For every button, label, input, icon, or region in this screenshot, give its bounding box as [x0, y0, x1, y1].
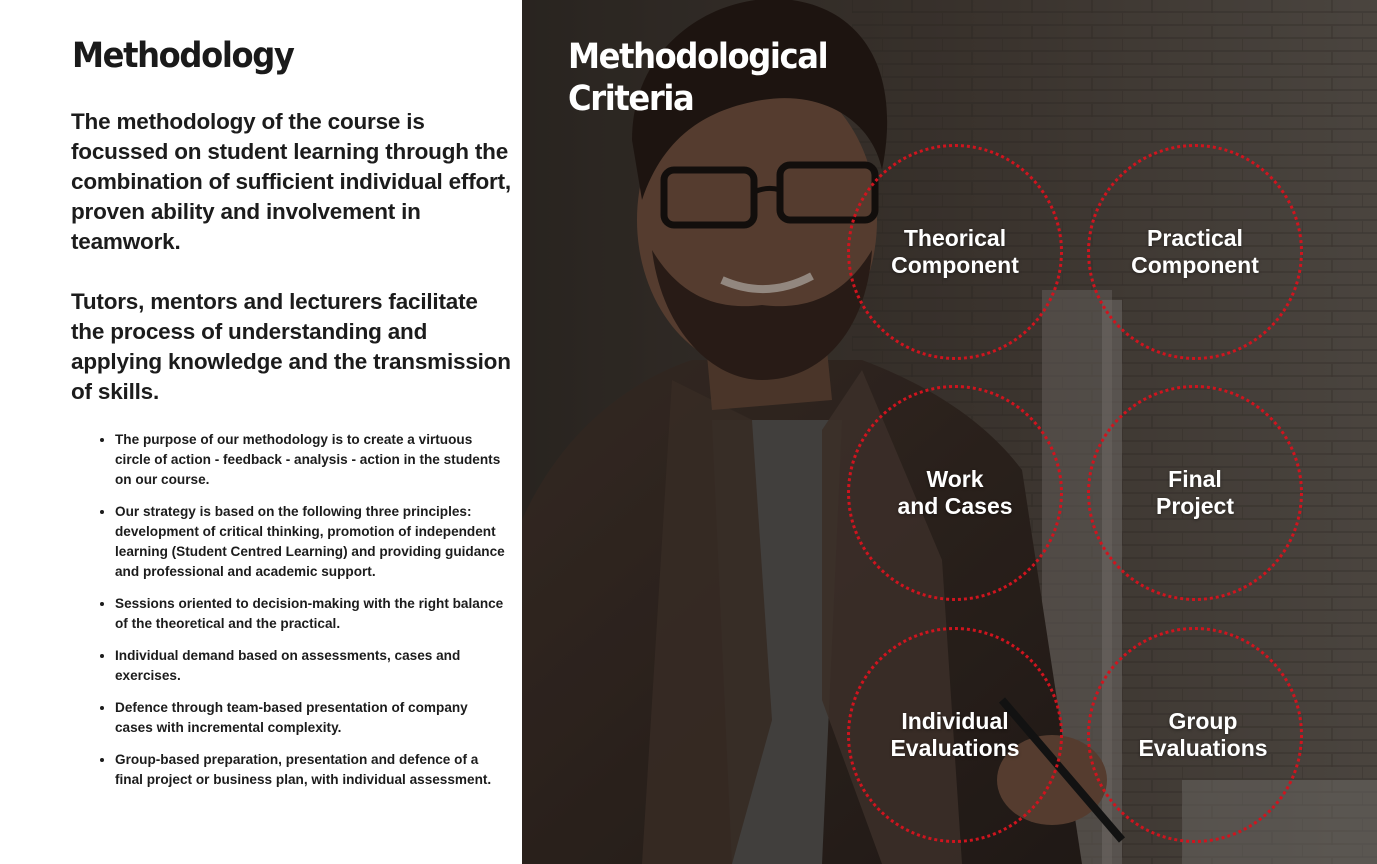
list-item: • The purpose of our methodology is to create a virtuous circle of action - feedback - analysis - action in the students on our course.	[115, 430, 505, 490]
methodology-panel	[0, 0, 522, 864]
page-title: Methodology	[72, 36, 294, 76]
methodology-bullet-list	[72, 430, 505, 802]
criterion-circle-practical	[1087, 144, 1303, 360]
criterion-label: Practical Component	[1131, 225, 1259, 278]
criterion-label: Work and Cases	[897, 466, 1013, 519]
criterion-circle-theorical	[847, 144, 1063, 360]
criterion-label: Individual Evaluations	[890, 708, 1020, 761]
tutors-paragraph: Tutors, mentors and lecturers facilitate the process of understanding and applying knowledge and the transmission of skills.	[71, 289, 511, 404]
criterion-label: Theorical Component	[891, 225, 1019, 278]
criterion-circle-group-evaluations	[1087, 627, 1303, 843]
intro-paragraph: The methodology of the course is focussed on student learning through the combination of sufficient individual effort, proven ability and involvement in teamwork.	[71, 109, 511, 254]
list-item: • Sessions oriented to decision-making with the right balance of the theoretical and the practical.	[115, 594, 505, 634]
criterion-circle-individual-evaluations	[847, 627, 1063, 843]
list-item: • Our strategy is based on the following three principles: development of critical thinking, promotion of independent learning (Student Centred Learning) and providing guidance and professional and academic support.	[115, 502, 505, 582]
criterion-label: Group Evaluations	[1138, 708, 1268, 761]
list-item: • Defence through team-based presentation of company cases with incremental complexity.	[115, 698, 505, 738]
criterion-circle-work-cases	[847, 385, 1063, 601]
list-item: • Group-based preparation, presentation and defence of a final project or business plan, with individual assessment.	[115, 750, 505, 790]
criteria-title: Methodological Criteria	[568, 37, 828, 119]
criterion-circle-final-project	[1087, 385, 1303, 601]
criteria-panel	[522, 0, 1377, 864]
criterion-label: Final Project	[1156, 466, 1234, 519]
list-item: • Individual demand based on assessments, cases and exercises.	[115, 646, 505, 686]
